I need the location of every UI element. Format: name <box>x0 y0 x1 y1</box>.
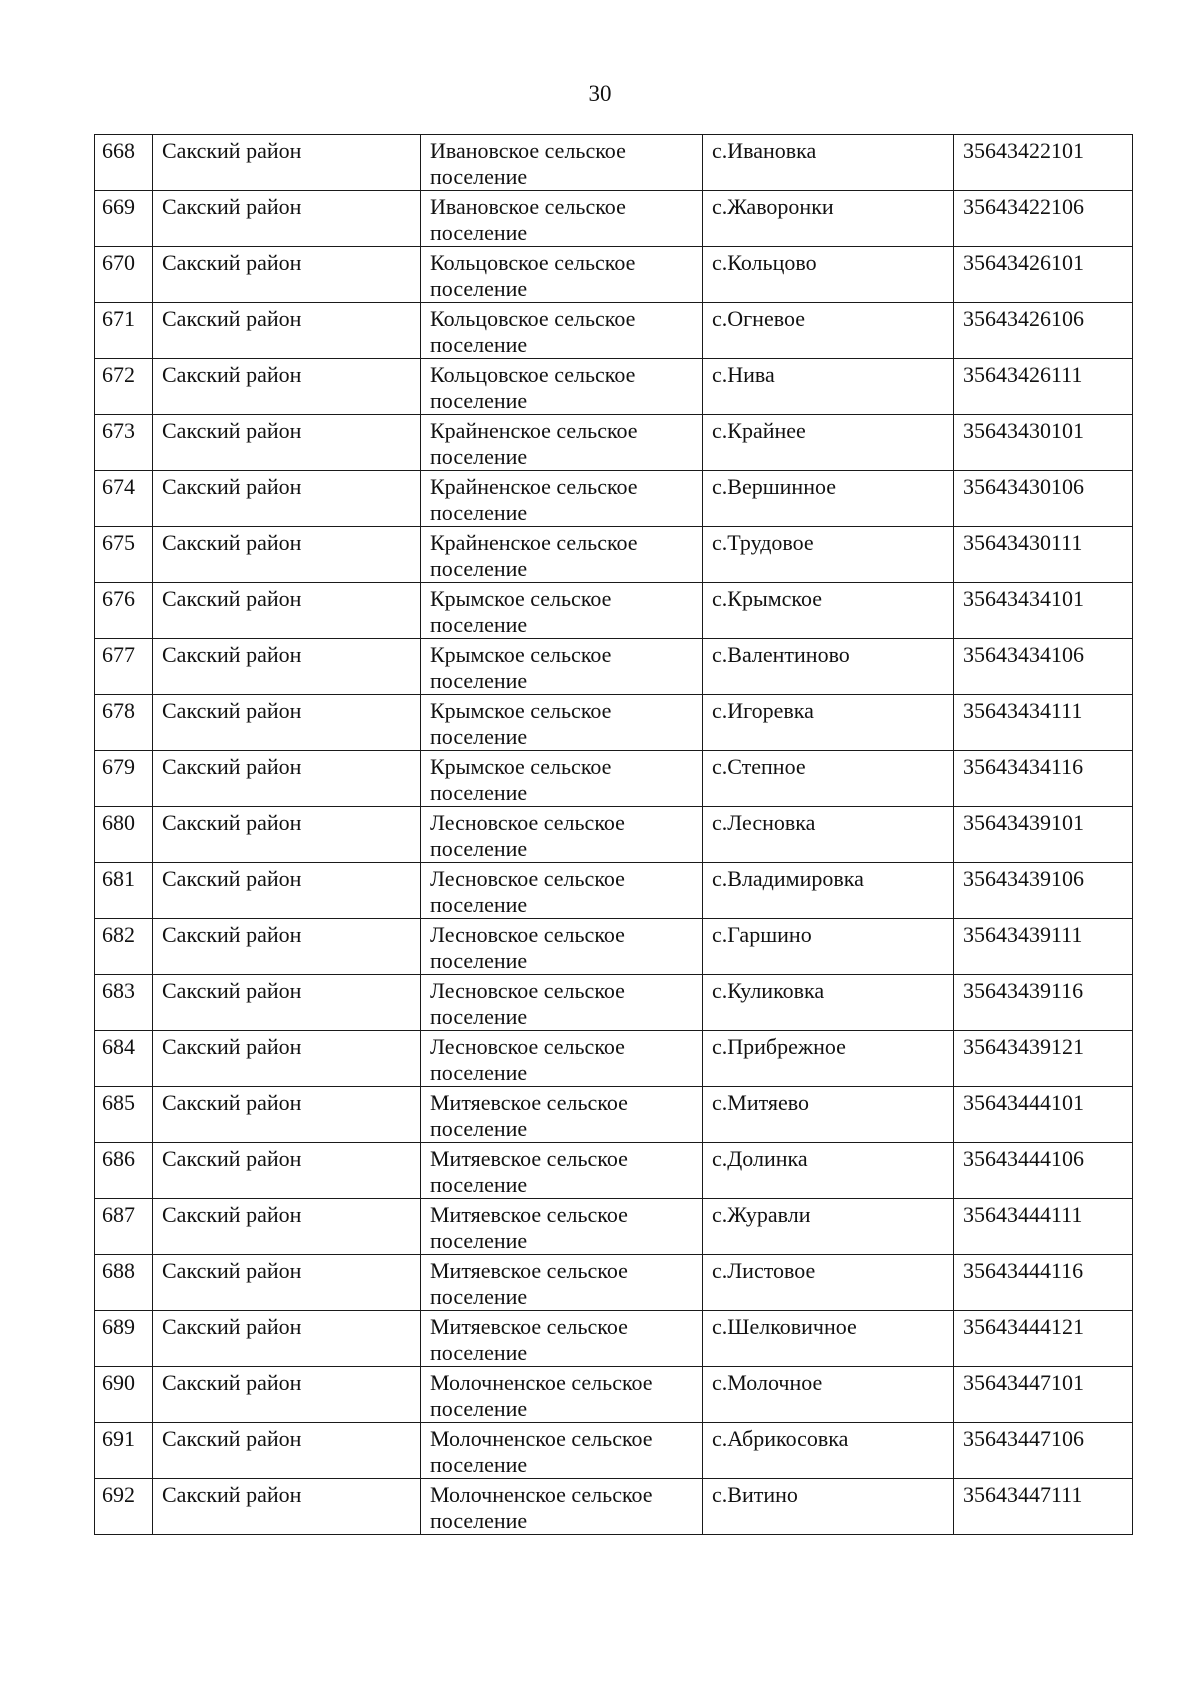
village-cell: с.Прибрежное <box>703 1031 954 1087</box>
row-number-cell: 669 <box>95 191 153 247</box>
settlement-cell: Крайненское сельское поселение <box>421 415 703 471</box>
row-number-cell: 678 <box>95 695 153 751</box>
district-cell: Сакский район <box>153 1143 421 1199</box>
village-cell: с.Гаршино <box>703 919 954 975</box>
table-row <box>95 695 1133 751</box>
oktmo-code-cell: 35643426106 <box>954 303 1133 359</box>
table-row <box>95 1199 1133 1255</box>
district-cell: Сакский район <box>153 191 421 247</box>
district-cell: Сакский район <box>153 1311 421 1367</box>
row-number-cell: 687 <box>95 1199 153 1255</box>
oktmo-code-cell: 35643444121 <box>954 1311 1133 1367</box>
settlements-table <box>94 134 1133 1535</box>
table-row <box>95 1479 1133 1535</box>
village-cell: с.Кольцово <box>703 247 954 303</box>
table-row <box>95 1087 1133 1143</box>
table-row <box>95 135 1133 191</box>
table-row <box>95 415 1133 471</box>
district-cell: Сакский район <box>153 471 421 527</box>
district-cell: Сакский район <box>153 863 421 919</box>
district-cell: Сакский район <box>153 247 421 303</box>
district-cell: Сакский район <box>153 1367 421 1423</box>
settlement-cell: Молочненское сельское поселение <box>421 1367 703 1423</box>
table-row <box>95 1423 1133 1479</box>
table-row <box>95 1367 1133 1423</box>
oktmo-code-cell: 35643439121 <box>954 1031 1133 1087</box>
table-row <box>95 527 1133 583</box>
village-cell: с.Абрикосовка <box>703 1423 954 1479</box>
village-cell: с.Долинка <box>703 1143 954 1199</box>
district-cell: Сакский район <box>153 1255 421 1311</box>
row-number-cell: 690 <box>95 1367 153 1423</box>
district-cell: Сакский район <box>153 583 421 639</box>
table-row <box>95 303 1133 359</box>
oktmo-code-cell: 35643447106 <box>954 1423 1133 1479</box>
settlement-cell: Крайненское сельское поселение <box>421 471 703 527</box>
district-cell: Сакский район <box>153 751 421 807</box>
district-cell: Сакский район <box>153 303 421 359</box>
row-number-cell: 673 <box>95 415 153 471</box>
settlement-cell: Кольцовское сельское поселение <box>421 247 703 303</box>
village-cell: с.Листовое <box>703 1255 954 1311</box>
village-cell: с.Митяево <box>703 1087 954 1143</box>
settlement-cell: Митяевское сельское поселение <box>421 1087 703 1143</box>
village-cell: с.Жаворонки <box>703 191 954 247</box>
row-number-cell: 681 <box>95 863 153 919</box>
settlement-cell: Крымское сельское поселение <box>421 695 703 751</box>
row-number-cell: 686 <box>95 1143 153 1199</box>
settlement-cell: Крымское сельское поселение <box>421 639 703 695</box>
settlement-cell: Молочненское сельское поселение <box>421 1423 703 1479</box>
settlement-cell: Молочненское сельское поселение <box>421 1479 703 1535</box>
table-row <box>95 1255 1133 1311</box>
district-cell: Сакский район <box>153 527 421 583</box>
oktmo-code-cell: 35643439116 <box>954 975 1133 1031</box>
village-cell: с.Огневое <box>703 303 954 359</box>
row-number-cell: 677 <box>95 639 153 695</box>
oktmo-code-cell: 35643439106 <box>954 863 1133 919</box>
oktmo-code-cell: 35643430106 <box>954 471 1133 527</box>
row-number-cell: 676 <box>95 583 153 639</box>
village-cell: с.Валентиново <box>703 639 954 695</box>
row-number-cell: 684 <box>95 1031 153 1087</box>
district-cell: Сакский район <box>153 415 421 471</box>
row-number-cell: 683 <box>95 975 153 1031</box>
settlement-cell: Лесновское сельское поселение <box>421 863 703 919</box>
row-number-cell: 682 <box>95 919 153 975</box>
table-body <box>95 135 1133 1535</box>
district-cell: Сакский район <box>153 135 421 191</box>
village-cell: с.Игоревка <box>703 695 954 751</box>
table-row <box>95 471 1133 527</box>
oktmo-code-cell: 35643426111 <box>954 359 1133 415</box>
settlement-cell: Лесновское сельское поселение <box>421 919 703 975</box>
village-cell: с.Владимировка <box>703 863 954 919</box>
oktmo-code-cell: 35643422101 <box>954 135 1133 191</box>
village-cell: с.Витино <box>703 1479 954 1535</box>
oktmo-code-cell: 35643426101 <box>954 247 1133 303</box>
oktmo-code-cell: 35643444111 <box>954 1199 1133 1255</box>
village-cell: с.Крайнее <box>703 415 954 471</box>
table-row <box>95 583 1133 639</box>
row-number-cell: 668 <box>95 135 153 191</box>
settlement-cell: Лесновское сельское поселение <box>421 975 703 1031</box>
row-number-cell: 688 <box>95 1255 153 1311</box>
row-number-cell: 691 <box>95 1423 153 1479</box>
oktmo-code-cell: 35643430101 <box>954 415 1133 471</box>
village-cell: с.Ивановка <box>703 135 954 191</box>
oktmo-code-cell: 35643439111 <box>954 919 1133 975</box>
row-number-cell: 670 <box>95 247 153 303</box>
village-cell: с.Молочное <box>703 1367 954 1423</box>
table-row <box>95 191 1133 247</box>
district-cell: Сакский район <box>153 807 421 863</box>
village-cell: с.Журавли <box>703 1199 954 1255</box>
table-row <box>95 975 1133 1031</box>
row-number-cell: 674 <box>95 471 153 527</box>
oktmo-code-cell: 35643444101 <box>954 1087 1133 1143</box>
district-cell: Сакский район <box>153 1479 421 1535</box>
row-number-cell: 689 <box>95 1311 153 1367</box>
district-cell: Сакский район <box>153 1031 421 1087</box>
village-cell: с.Шелковичное <box>703 1311 954 1367</box>
village-cell: с.Крымское <box>703 583 954 639</box>
settlement-cell: Лесновское сельское поселение <box>421 807 703 863</box>
settlement-cell: Кольцовское сельское поселение <box>421 303 703 359</box>
oktmo-code-cell: 35643447111 <box>954 1479 1133 1535</box>
oktmo-code-cell: 35643434106 <box>954 639 1133 695</box>
oktmo-code-cell: 35643434116 <box>954 751 1133 807</box>
district-cell: Сакский район <box>153 639 421 695</box>
oktmo-code-cell: 35643434101 <box>954 583 1133 639</box>
settlement-cell: Лесновское сельское поселение <box>421 1031 703 1087</box>
table-row <box>95 1311 1133 1367</box>
settlement-cell: Митяевское сельское поселение <box>421 1255 703 1311</box>
settlement-cell: Крайненское сельское поселение <box>421 527 703 583</box>
district-cell: Сакский район <box>153 919 421 975</box>
settlement-cell: Крымское сельское поселение <box>421 751 703 807</box>
district-cell: Сакский район <box>153 695 421 751</box>
table-row <box>95 863 1133 919</box>
oktmo-code-cell: 35643439101 <box>954 807 1133 863</box>
village-cell: с.Куликовка <box>703 975 954 1031</box>
row-number-cell: 672 <box>95 359 153 415</box>
village-cell: с.Вершинное <box>703 471 954 527</box>
row-number-cell: 679 <box>95 751 153 807</box>
row-number-cell: 671 <box>95 303 153 359</box>
table-row <box>95 639 1133 695</box>
district-cell: Сакский район <box>153 1423 421 1479</box>
table-row <box>95 751 1133 807</box>
table-row <box>95 1143 1133 1199</box>
settlement-cell: Ивановское сельское поселение <box>421 135 703 191</box>
district-cell: Сакский район <box>153 359 421 415</box>
settlement-cell: Митяевское сельское поселение <box>421 1311 703 1367</box>
row-number-cell: 685 <box>95 1087 153 1143</box>
oktmo-code-cell: 35643444116 <box>954 1255 1133 1311</box>
page-number: 30 <box>588 81 612 106</box>
district-cell: Сакский район <box>153 1199 421 1255</box>
settlement-cell: Митяевское сельское поселение <box>421 1143 703 1199</box>
table-row <box>95 247 1133 303</box>
district-cell: Сакский район <box>153 1087 421 1143</box>
table-row <box>95 1031 1133 1087</box>
oktmo-code-cell: 35643430111 <box>954 527 1133 583</box>
row-number-cell: 692 <box>95 1479 153 1535</box>
oktmo-code-cell: 35643444106 <box>954 1143 1133 1199</box>
row-number-cell: 675 <box>95 527 153 583</box>
settlement-cell: Митяевское сельское поселение <box>421 1199 703 1255</box>
oktmo-code-cell: 35643422106 <box>954 191 1133 247</box>
village-cell: с.Нива <box>703 359 954 415</box>
table-row <box>95 919 1133 975</box>
village-cell: с.Трудовое <box>703 527 954 583</box>
village-cell: с.Степное <box>703 751 954 807</box>
row-number-cell: 680 <box>95 807 153 863</box>
settlement-cell: Кольцовское сельское поселение <box>421 359 703 415</box>
village-cell: с.Лесновка <box>703 807 954 863</box>
settlement-cell: Ивановское сельское поселение <box>421 191 703 247</box>
oktmo-code-cell: 35643434111 <box>954 695 1133 751</box>
oktmo-code-cell: 35643447101 <box>954 1367 1133 1423</box>
district-cell: Сакский район <box>153 975 421 1031</box>
settlement-cell: Крымское сельское поселение <box>421 583 703 639</box>
table-row <box>95 359 1133 415</box>
table-row <box>95 807 1133 863</box>
